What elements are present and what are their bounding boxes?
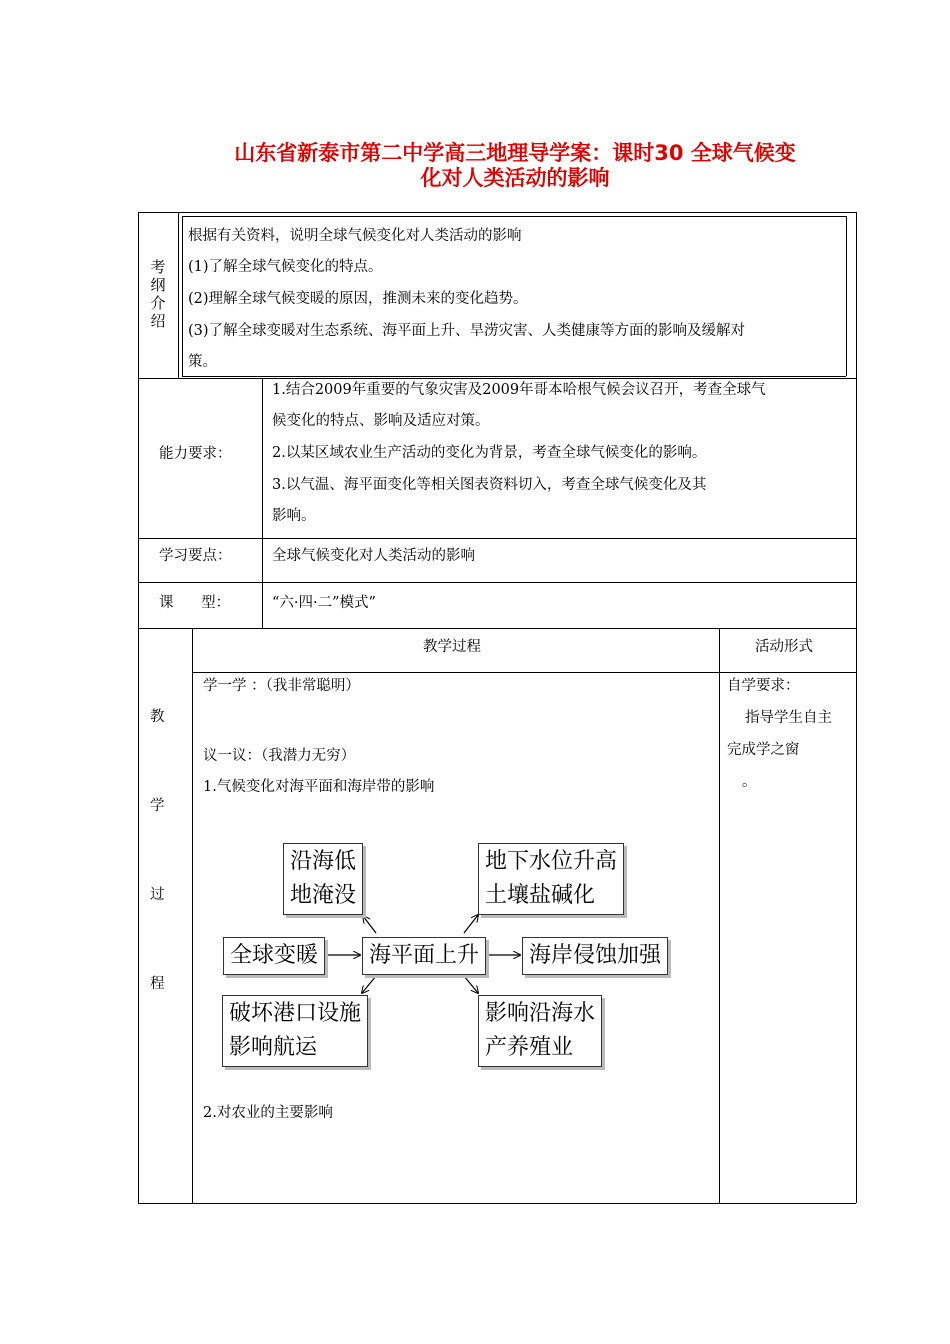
nengli-line: 候变化的特点、影响及适应对策。 (272, 413, 490, 429)
activity-line: 。 (742, 774, 757, 790)
activity-line: 指导学生自主 (745, 710, 832, 726)
col-process-header: 教学过程 (423, 639, 481, 655)
yi-yi-yi: 议一议：（我潜力无穷） (203, 748, 356, 764)
col-activity-header: 活动形式 (755, 639, 813, 655)
nengli-line: 3.以气温、海平面变化等相关图表资料切入，考查全球气候变化及其 (272, 477, 707, 493)
kexing-label: 课 型： (159, 595, 231, 611)
process-side-char: 学 (150, 798, 165, 814)
arrow-center-to-br (464, 976, 478, 993)
kaogang-line: (3)了解全球变暖对生态系统、海平面上升、旱涝灾害、人类健康等方面的影响及缓解对 (188, 323, 746, 339)
diagram-box-port-damage: 破坏港口设施 影响航运 (222, 995, 368, 1067)
activity-line: 完成学之窗 (727, 742, 800, 758)
diagram-box-coastal-flood: 沿海低 地淹没 (283, 843, 363, 915)
arrow-center-to-tr (464, 915, 478, 933)
yaodian-value: 全球气候变化对人类活动的影响 (272, 548, 475, 564)
process-side-char: 教 (150, 709, 165, 725)
document-title-line2: 化对人类活动的影响 (420, 166, 610, 190)
diagram-box-coastal-erosion: 海岸侵蚀加强 (522, 937, 668, 975)
document-title-line1: 山东省新泰市第二中学高三地理导学案：课时30 全球气候变 (234, 141, 796, 165)
kaogang-label: 考 纲 介 绍 (150, 258, 166, 330)
kexing-value: “六·四·二”模式” (272, 595, 376, 611)
arrow-center-to-bl (362, 976, 376, 993)
diagram-box-aquaculture: 影响沿海水 产养殖业 (478, 995, 602, 1067)
arrow-center-to-tl (363, 916, 376, 933)
activity-title: 自学要求： (727, 678, 800, 694)
diagram-box-global-warming: 全球变暖 (223, 937, 325, 975)
kaogang-line: 根据有关资料，说明全球气候变化对人类活动的影响 (188, 228, 522, 244)
nengli-line: 影响。 (272, 508, 316, 524)
nengli-line: 1.结合2009年重要的气象灾害及2009年哥本哈根气候会议召开，考查全球气 (272, 382, 766, 398)
diagram-box-sea-level-rise: 海平面上升 (362, 937, 486, 975)
kaogang-line: 策。 (188, 354, 217, 370)
kaogang-line: (2)理解全球气候变暖的原因，推测未来的变化趋势。 (188, 291, 528, 307)
nengli-label: 能力要求： (159, 446, 232, 462)
xue-yi-xue: 学一学 ：（我非常聪明） (203, 678, 360, 694)
item-2: 2.对农业的主要影响 (203, 1105, 333, 1121)
nengli-line: 2.以某区域农业生产活动的变化为背景，考查全球气候变化的影响。 (272, 445, 707, 461)
kaogang-line: (1)了解全球气候变化的特点。 (188, 259, 383, 275)
diagram-box-groundwater: 地下水位升高 土壤盐碱化 (478, 843, 624, 915)
item-1: 1.气候变化对海平面和海岸带的影响 (203, 779, 435, 795)
process-side-char: 程 (150, 976, 165, 992)
yaodian-label: 学习要点： (159, 548, 232, 564)
process-side-char: 过 (150, 887, 165, 903)
